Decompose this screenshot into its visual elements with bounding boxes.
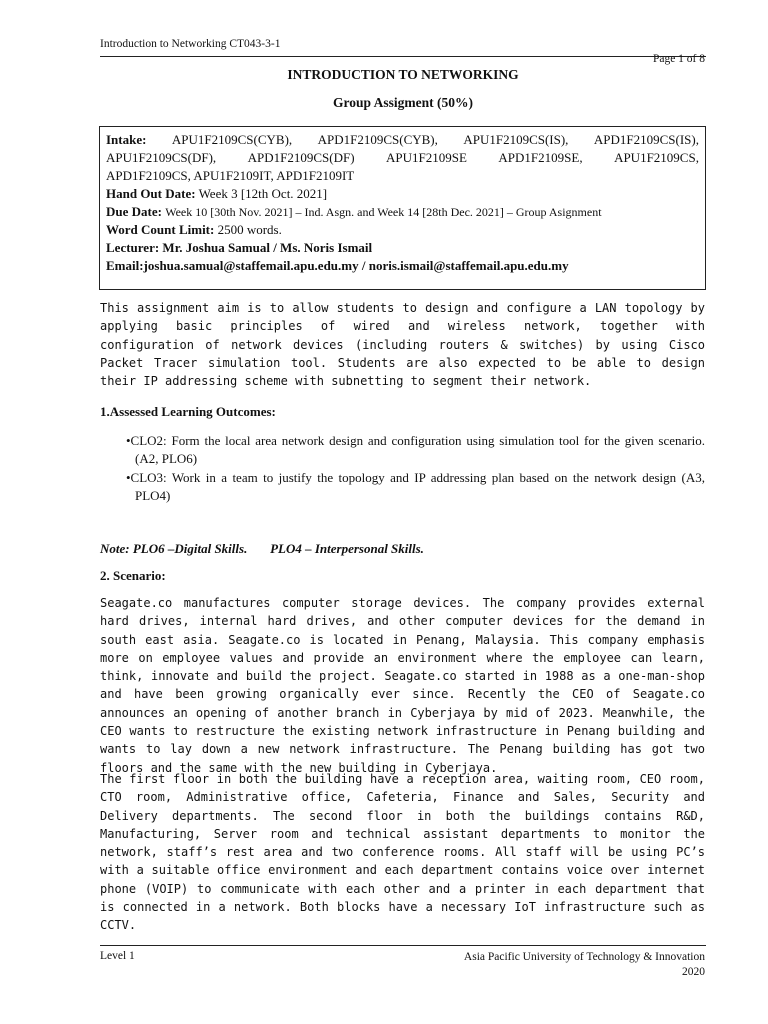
course-header: Introduction to Networking CT043-3-1 xyxy=(100,38,281,50)
note-plo: Note: PLO6 –Digital Skills. PLO4 – Interpersonal Skills. xyxy=(100,541,424,556)
scenario-paragraph-2: The first floor in both the building have a reception area, waiting room, CEO room, CTO room, Administrative office, Cafeteria, Finance and Sales, Security and Delivery departments. The second floor in both the buildings contains R&D, Manufacturing, Server room and technical assistant departments to monitor the network, staff’s rest area and two conference rooms. All staff will be using PC’s with a suitable office environment and each department contains voice over internet phone (VOIP) to communicate with each other and a printer in each department that is connected in a network. Both blocks have a necessary IoT infrastructure such as CCTV. xyxy=(100,772,705,933)
footer-university xyxy=(464,950,705,980)
intake-row-2 xyxy=(106,149,699,167)
page-number: Page 1 of 8 xyxy=(652,53,705,65)
section-heading-outcomes: 1.Assessed Learning Outcomes: xyxy=(100,404,276,419)
intro-paragraph: This assignment aim is to allow students to design and configure a LAN topology by applying basic principles of wired and wireless network, together with configuration of network devices (including routers & switches) by using Cisco Packet Tracer simulation tool. Students are also expected to be able to design their IP addressing scheme with subnetting to segment their network. xyxy=(100,301,705,389)
intake-label: Intake: xyxy=(106,132,147,147)
intake-code: APU1F2109CS(DF), xyxy=(106,150,217,165)
document-subtitle: Group Assigment (50%) xyxy=(332,95,473,110)
footer-year: 2020 xyxy=(682,966,705,978)
lecturer: Lecturer: Mr. Joshua Samual / Ms. Noris Ismail xyxy=(106,240,373,255)
wordcount-label: Word Count Limit: xyxy=(106,222,215,237)
intake-code: APD1F2109SE, xyxy=(498,150,583,165)
wordcount-value: 2500 words. xyxy=(217,222,282,237)
handout-label: Hand Out Date: xyxy=(106,186,196,201)
list-item: •CLO3: Work in a team to justify the topology and IP addressing plan based on the network design (A3, PLO4) xyxy=(126,470,705,503)
intake-row-3: APD1F2109CS, APU1F2109IT, APD1F2109IT xyxy=(106,168,355,183)
document-title: INTRODUCTION TO NETWORKING xyxy=(287,67,519,82)
university-name: Asia Pacific University of Technology & Innovation xyxy=(463,951,705,963)
intake-code: APD1F2109CS(IS), xyxy=(593,132,699,147)
assignment-info-box xyxy=(99,126,706,290)
word-count xyxy=(106,221,699,239)
email: Email:joshua.samual@staffemail.apu.edu.my / noris.ismail@staffemail.apu.edu.my xyxy=(106,258,569,273)
intake-code: APU1F2109SE xyxy=(386,150,467,165)
handout-date xyxy=(106,185,699,203)
intake-row-1 xyxy=(106,131,699,149)
intake-code: APD1F2109CS(CYB), xyxy=(317,132,438,147)
footer-rule xyxy=(100,945,706,946)
intake-code: APU1F2109CS(CYB), xyxy=(171,132,293,147)
scenario-paragraph-1: Seagate.co manufactures computer storage devices. The company provides external hard drives, internal hard drives, and other computer devices for the demand in south east asia. Seagate.co is located in Penang, Malaysia. This company emphasis more on employee values and provide an environment where the employee can learn, think, innovate and build the project. Seagate.co started in 1988 as a one-man-shop and have been growing organically ever since. Recently the CEO of Seagate.co announces an opening of another branch in Cyberjaya by mid of 2023. Meanwhile, the CEO wants to restructure the existing network infrastructure in Penang building and wants to lay down a new network infrastructure. The Penang building has got two floors and the same with the new building in Cyberjaya. xyxy=(100,596,705,775)
intake-code: APU1F2109CS(IS), xyxy=(463,132,569,147)
list-item: •CLO2: Form the local area network design and configuration using simulation tool for the given scenario. (A2, PLO6) xyxy=(126,433,705,466)
due-date xyxy=(106,203,699,221)
intake-code: APD1F2109CS(DF) xyxy=(247,150,355,165)
section-heading-scenario: 2. Scenario: xyxy=(100,568,166,583)
due-label: Due Date: xyxy=(106,204,162,219)
header-rule xyxy=(100,56,706,57)
intake-code: APU1F2109CS, xyxy=(614,150,699,165)
due-value: Week 10 [30th Nov. 2021] – Ind. Asgn. and Week 14 [28th Dec. 2021] – Group Asignment xyxy=(165,205,602,219)
handout-value: Week 3 [12th Oct. 2021] xyxy=(198,186,328,201)
footer-level: Level 1 xyxy=(100,950,135,962)
